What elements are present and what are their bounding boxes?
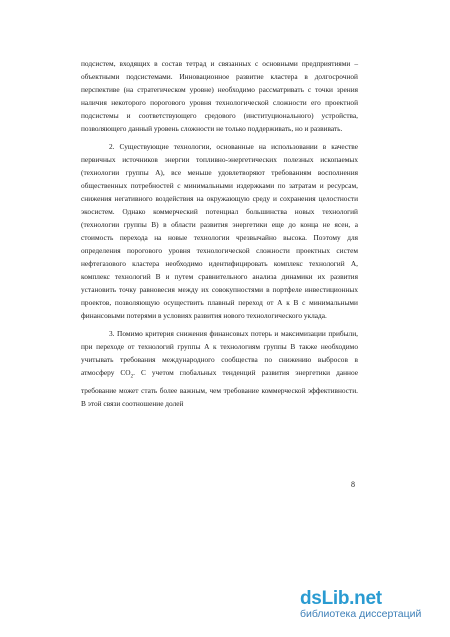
- watermark-subtitle: библиотека диссертаций: [300, 608, 422, 620]
- page-number: 8: [351, 480, 355, 489]
- paragraph-2: 2. Существующие технологии, основанные на использовании в качестве первичных источников энергии топливно-энергетических полезных ископаемых (технологии группы А), все меньше удовлетворяют требованиям восполнения общественных потребностей с минимальными издержками по затратам и ресурсам, снижения негативного воздействия на окружающую среду и сохранения целостности экосистем. Однако коммерческий потенциал большинства новых технологий (технологии группы В) в области развития энергетики еще до конца не ясен, а стоимость перехода на новые технологии чрезвычайно высока. Поэтому для определения порогового уровня технологической сложности проектных систем нефтегазового кластера необходимо идентифицировать комплекс технологий А, комплекс технологий В и путем сравнительного анализа динамики их развития установить точку равновесия между их совокупностями в портфеле инвестиционных проектов, позволяющую осуществить плавный переход от А к В с минимальными финансовыми потерями в условиях развития нового технологического уклада.: [81, 141, 358, 321]
- watermark: [300, 589, 445, 621]
- paragraph-3-text-cont: . С учетом глобальных тенденций развития энергетики данное требование может стать более важным, чем требование коммерческой эффективности. В этой связи соотношение долей: [81, 368, 358, 408]
- dslib-logo: dsLib.net: [300, 588, 382, 609]
- paragraph-3-text: 3. Помимо критерия снижения финансовых потерь и максимизации прибыли, при переходе от технологий группы А к технологиям группы В также необходимо учитывать требования международного сообщества по снижению выбросов в атмосферу CO: [81, 328, 358, 378]
- co2-subscript: 2: [130, 374, 134, 380]
- paragraph-3: [81, 327, 358, 410]
- paragraph-1: подсистем, входящих в состав тетрад и связанных с основными предприятиями – объектными подсистемами. Инновационное развитие кластера в долгосрочной перспективе (на стратегическом уровне) необходимо рассматривать с точки зрения наличия некоторого порогового уровня технологической сложности его проектной подсистемы и соответствующего средового (институционального) устройства, позволяющего данный уровень сложности не только поддерживать, но и развивать.: [81, 59, 358, 134]
- body-text: [81, 57, 358, 410]
